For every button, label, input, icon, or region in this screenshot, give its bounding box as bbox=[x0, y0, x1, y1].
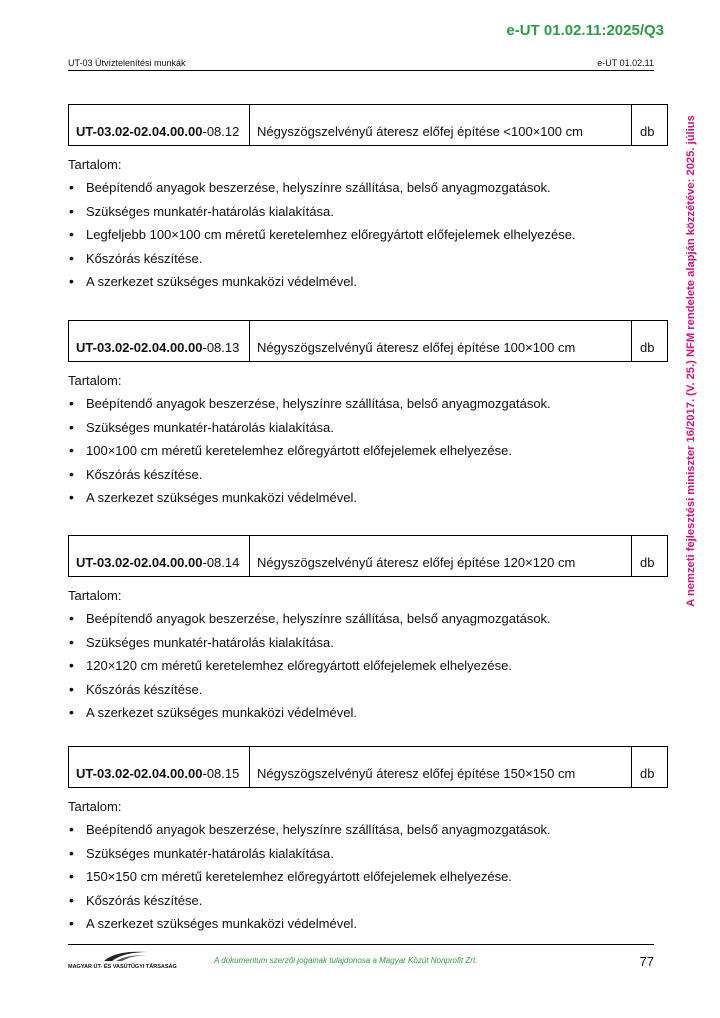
bullet-item: • Kőszórás készítése. bbox=[68, 467, 670, 491]
item-description: Négyszögszelvényű áteresz előfej építése 150×150 cm bbox=[250, 747, 632, 787]
item-section bbox=[68, 535, 670, 729]
item-header-table bbox=[68, 535, 668, 577]
item-code-cell bbox=[69, 747, 250, 787]
bullet-item: • A szerkezet szükséges munkaközi védelmével. bbox=[68, 274, 670, 298]
content-bullet-list bbox=[68, 611, 670, 729]
header-chapter-title: UT-03 Útvíztelenítési munkák bbox=[68, 58, 186, 68]
item-code-bold: UT-03.02-02.04.00.00 bbox=[76, 555, 203, 570]
header-doc-ref: e-UT 01.02.11 bbox=[597, 58, 654, 68]
bullet-item: • Beépítendő anyagok beszerzése, helyszínre szállítása, belső anyagmozgatások. bbox=[68, 611, 670, 635]
bullet-item: • 120×120 cm méretű keretelemhez előregyártott előfejelemek elhelyezése. bbox=[68, 658, 670, 682]
item-code-suffix: -08.15 bbox=[202, 766, 240, 781]
bullet-item: • 100×100 cm méretű keretelemhez előregyártott előfejelemek elhelyezése. bbox=[68, 443, 670, 467]
content-bullet-list bbox=[68, 396, 670, 514]
item-code-suffix: -08.14 bbox=[202, 555, 240, 570]
copyright-notice: A dokumentum szerzői jogainak tulajdonosa a Magyar Közút Nonprofit Zrt. bbox=[214, 956, 478, 965]
content-label: Tartalom: bbox=[68, 588, 122, 603]
bullet-item: • A szerkezet szükséges munkaközi védelmével. bbox=[68, 490, 670, 514]
content-label: Tartalom: bbox=[68, 799, 122, 814]
bullet-item: • Szükséges munkatér-határolás kialakítása. bbox=[68, 204, 670, 228]
item-description: Négyszögszelvényű áteresz előfej építése 100×100 cm bbox=[250, 321, 632, 361]
item-code-cell bbox=[69, 321, 250, 361]
content-bullet-list bbox=[68, 822, 670, 940]
page-footer bbox=[68, 950, 654, 972]
bullet-item: • Szükséges munkatér-határolás kialakítása. bbox=[68, 420, 670, 444]
side-publication-note bbox=[683, 98, 699, 624]
item-code-cell bbox=[69, 105, 250, 145]
bullet-item: • Kőszórás készítése. bbox=[68, 682, 670, 706]
bullet-item: • Szükséges munkatér-határolás kialakítása. bbox=[68, 635, 670, 659]
bullet-item: • Beépítendő anyagok beszerzése, helyszínre szállítása, belső anyagmozgatások. bbox=[68, 180, 670, 204]
item-unit: db bbox=[640, 340, 655, 355]
road-logo-icon bbox=[102, 950, 150, 962]
bullet-item: • Legfeljebb 100×100 cm méretű keretelemhez előregyártott előfejelemek elhelyezése. bbox=[68, 227, 670, 251]
bullet-item: • A szerkezet szükséges munkaközi védelmével. bbox=[68, 916, 670, 940]
content-bullet-list bbox=[68, 180, 670, 298]
bullet-item: • Beépítendő anyagok beszerzése, helyszínre szállítása, belső anyagmozgatások. bbox=[68, 396, 670, 420]
item-code-bold: UT-03.02-02.04.00.00 bbox=[76, 124, 203, 139]
item-section bbox=[68, 104, 670, 298]
content-label: Tartalom: bbox=[68, 157, 122, 172]
item-section bbox=[68, 746, 670, 940]
logo-text: MAGYAR ÚT- ÉS VASÚTÜGYI TÁRSASÁG bbox=[68, 964, 177, 970]
item-unit: db bbox=[640, 124, 655, 139]
bullet-item: • Beépítendő anyagok beszerzése, helyszínre szállítása, belső anyagmozgatások. bbox=[68, 822, 670, 846]
item-header-table bbox=[68, 320, 668, 362]
bullet-item: • Kőszórás készítése. bbox=[68, 251, 670, 275]
item-header-table bbox=[68, 104, 668, 146]
item-description: Négyszögszelvényű áteresz előfej építése 120×120 cm bbox=[250, 536, 632, 576]
item-code-suffix: -08.12 bbox=[202, 124, 240, 139]
item-code-bold: UT-03.02-02.04.00.00 bbox=[76, 766, 203, 781]
page-header bbox=[68, 58, 654, 71]
page-number: 77 bbox=[639, 954, 654, 969]
item-header-table bbox=[68, 746, 668, 788]
side-note-text: A nemzeti fejlesztési miniszter 16/2017. (V. 25.) NFM rendelete alapján közzétéve: 2025. július bbox=[685, 115, 697, 607]
bullet-item: • Szükséges munkatér-határolás kialakítása. bbox=[68, 846, 670, 870]
item-code-bold: UT-03.02-02.04.00.00 bbox=[76, 340, 203, 355]
item-section bbox=[68, 320, 670, 514]
footer-divider bbox=[68, 944, 654, 945]
bullet-item: • 150×150 cm méretű keretelemhez előregyártott előfejelemek elhelyezése. bbox=[68, 869, 670, 893]
item-description: Négyszögszelvényű áteresz előfej építése <100×100 cm bbox=[250, 105, 632, 145]
item-code-suffix: -08.13 bbox=[202, 340, 240, 355]
content-label: Tartalom: bbox=[68, 373, 122, 388]
bullet-item: • Kőszórás készítése. bbox=[68, 893, 670, 917]
item-unit: db bbox=[640, 555, 655, 570]
item-unit: db bbox=[640, 766, 655, 781]
document-code: e-UT 01.02.11:2025/Q3 bbox=[506, 22, 664, 39]
association-logo bbox=[68, 950, 177, 970]
bullet-item: • A szerkezet szükséges munkaközi védelmével. bbox=[68, 705, 670, 729]
item-code-cell bbox=[69, 536, 250, 576]
